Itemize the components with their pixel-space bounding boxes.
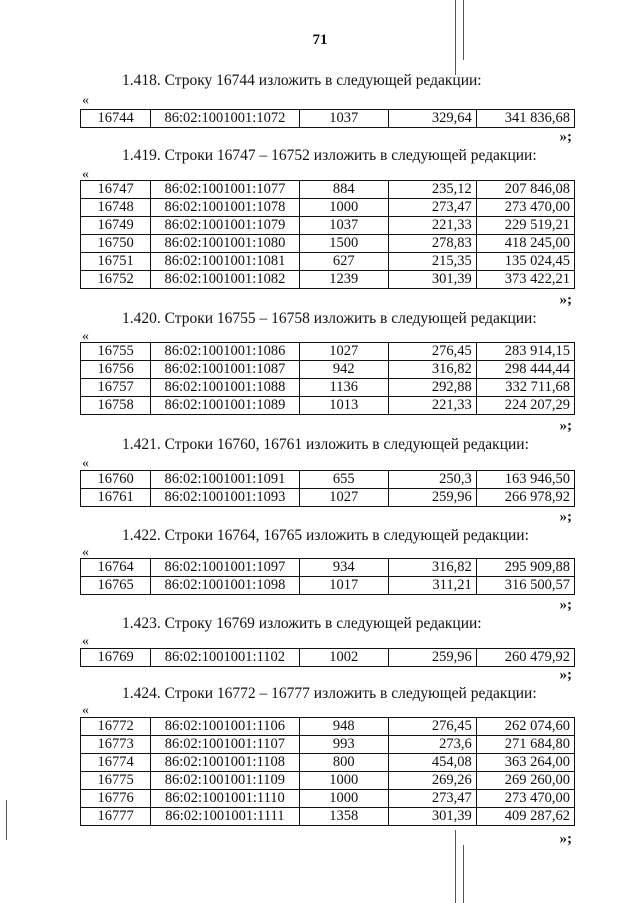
area-cell: 1000: [299, 199, 388, 217]
row-number-cell: 16774: [81, 754, 151, 772]
row-number-cell: 16760: [81, 471, 151, 489]
value-cell: 373 422,21: [476, 271, 574, 289]
area-cell: 1027: [299, 489, 388, 507]
cadastral-number-cell: 86:02:1001001:1091: [151, 471, 299, 489]
area-cell: 934: [299, 559, 388, 577]
row-number-cell: 16769: [81, 649, 151, 667]
area-cell: 1017: [299, 577, 388, 595]
row-number-cell: 16764: [81, 559, 151, 577]
open-quote: «: [82, 545, 89, 560]
cadastral-number-cell: 86:02:1001001:1078: [151, 199, 299, 217]
value-cell: 271 684,80: [476, 736, 574, 754]
rate-cell: 301,39: [388, 271, 476, 289]
section-heading: 1.422. Строки 16764, 16765 изложить в следующей редакции:: [122, 527, 529, 544]
row-number-cell: 16756: [81, 361, 151, 379]
area-cell: 948: [299, 718, 388, 736]
cadastral-number-cell: 86:02:1001001:1088: [151, 379, 299, 397]
area-cell: 627: [299, 253, 388, 271]
value-cell: 269 260,00: [476, 772, 574, 790]
row-number-cell: 16773: [81, 736, 151, 754]
rate-cell: 316,82: [388, 559, 476, 577]
cadastral-number-cell: 86:02:1001001:1072: [151, 110, 299, 128]
row-number-cell: 16749: [81, 217, 151, 235]
value-cell: 260 479,92: [476, 649, 574, 667]
open-quote: «: [82, 703, 89, 718]
close-quote: »;: [559, 129, 572, 145]
row-number-cell: 16750: [81, 235, 151, 253]
close-quote: »;: [559, 509, 572, 525]
rate-cell: 235,12: [388, 181, 476, 199]
row-number-cell: 16765: [81, 577, 151, 595]
close-quote: »;: [559, 597, 572, 613]
cadastral-number-cell: 86:02:1001001:1111: [151, 808, 299, 826]
area-cell: 655: [299, 471, 388, 489]
area-cell: 993: [299, 736, 388, 754]
rate-cell: 250,3: [388, 471, 476, 489]
row-number-cell: 16752: [81, 271, 151, 289]
value-cell: 163 946,50: [476, 471, 574, 489]
row-number-cell: 16748: [81, 199, 151, 217]
area-cell: 1013: [299, 397, 388, 415]
value-cell: 273 470,00: [476, 199, 574, 217]
value-cell: 409 287,62: [476, 808, 574, 826]
page-number: 71: [312, 32, 328, 48]
area-cell: 1000: [299, 772, 388, 790]
section-heading: 1.424. Строки 16772 – 16777 изложить в следующей редакции:: [122, 685, 537, 702]
value-cell: 298 444,44: [476, 361, 574, 379]
rate-cell: 273,47: [388, 790, 476, 808]
row-number-cell: 16775: [81, 772, 151, 790]
close-quote: »;: [559, 292, 572, 308]
area-cell: 942: [299, 361, 388, 379]
data-table: [80, 717, 575, 826]
row-number-cell: 16777: [81, 808, 151, 826]
rate-cell: 454,08: [388, 754, 476, 772]
cadastral-number-cell: 86:02:1001001:1102: [151, 649, 299, 667]
area-cell: 1037: [299, 217, 388, 235]
cadastral-number-cell: 86:02:1001001:1108: [151, 754, 299, 772]
value-cell: 266 978,92: [476, 489, 574, 507]
row-number-cell: 16747: [81, 181, 151, 199]
area-cell: 800: [299, 754, 388, 772]
row-number-cell: 16761: [81, 489, 151, 507]
section-heading: 1.418. Строку 16744 изложить в следующей редакции:: [122, 72, 482, 89]
rate-cell: 273,6: [388, 736, 476, 754]
open-quote: «: [82, 167, 89, 182]
cadastral-number-cell: 86:02:1001001:1080: [151, 235, 299, 253]
cadastral-number-cell: 86:02:1001001:1087: [151, 361, 299, 379]
close-quote: »;: [559, 667, 572, 683]
rate-cell: 215,35: [388, 253, 476, 271]
close-quote: »;: [559, 831, 572, 847]
cadastral-number-cell: 86:02:1001001:1089: [151, 397, 299, 415]
scan-artifact-line: [6, 800, 7, 840]
rate-cell: 292,88: [388, 379, 476, 397]
row-number-cell: 16772: [81, 718, 151, 736]
area-cell: 1358: [299, 808, 388, 826]
cadastral-number-cell: 86:02:1001001:1109: [151, 772, 299, 790]
rate-cell: 273,47: [388, 199, 476, 217]
rate-cell: 259,96: [388, 649, 476, 667]
rate-cell: 329,64: [388, 110, 476, 128]
section-heading: 1.423. Строку 16769 изложить в следующей редакции:: [122, 615, 482, 632]
cadastral-number-cell: 86:02:1001001:1086: [151, 343, 299, 361]
cadastral-number-cell: 86:02:1001001:1097: [151, 559, 299, 577]
value-cell: 332 711,68: [476, 379, 574, 397]
rate-cell: 221,33: [388, 217, 476, 235]
value-cell: 316 500,57: [476, 577, 574, 595]
open-quote: «: [82, 93, 89, 108]
value-cell: 207 846,08: [476, 181, 574, 199]
open-quote: «: [82, 456, 89, 471]
area-cell: 1037: [299, 110, 388, 128]
cadastral-number-cell: 86:02:1001001:1079: [151, 217, 299, 235]
table-row: [81, 754, 575, 772]
value-cell: 418 245,00: [476, 235, 574, 253]
rate-cell: 301,39: [388, 808, 476, 826]
cadastral-number-cell: 86:02:1001001:1077: [151, 181, 299, 199]
area-cell: 1002: [299, 649, 388, 667]
value-cell: 224 207,29: [476, 397, 574, 415]
row-number-cell: 16758: [81, 397, 151, 415]
cadastral-number-cell: 86:02:1001001:1081: [151, 253, 299, 271]
cadastral-number-cell: 86:02:1001001:1082: [151, 271, 299, 289]
area-cell: 1500: [299, 235, 388, 253]
amendment-section: [80, 0, 580, 903]
section-heading: 1.421. Строки 16760, 16761 изложить в следующей редакции:: [122, 436, 529, 453]
rate-cell: 278,83: [388, 235, 476, 253]
value-cell: 283 914,15: [476, 343, 574, 361]
cadastral-number-cell: 86:02:1001001:1106: [151, 718, 299, 736]
cadastral-number-cell: 86:02:1001001:1110: [151, 790, 299, 808]
table-row: [81, 790, 575, 808]
value-cell: 229 519,21: [476, 217, 574, 235]
close-quote: »;: [559, 418, 572, 434]
rate-cell: 269,26: [388, 772, 476, 790]
area-cell: 1136: [299, 379, 388, 397]
rate-cell: 316,82: [388, 361, 476, 379]
section-heading: 1.420. Строки 16755 – 16758 изложить в следующей редакции:: [122, 310, 537, 327]
value-cell: 295 909,88: [476, 559, 574, 577]
table-row: [81, 718, 575, 736]
row-number-cell: 16744: [81, 110, 151, 128]
rate-cell: 311,21: [388, 577, 476, 595]
table-row: [81, 808, 575, 826]
rate-cell: 259,96: [388, 489, 476, 507]
open-quote: «: [82, 329, 89, 344]
section-heading: 1.419. Строки 16747 – 16752 изложить в следующей редакции:: [122, 147, 537, 164]
row-number-cell: 16755: [81, 343, 151, 361]
rate-cell: 221,33: [388, 397, 476, 415]
cadastral-number-cell: 86:02:1001001:1098: [151, 577, 299, 595]
value-cell: 262 074,60: [476, 718, 574, 736]
value-cell: 363 264,00: [476, 754, 574, 772]
row-number-cell: 16751: [81, 253, 151, 271]
area-cell: 1000: [299, 790, 388, 808]
cadastral-number-cell: 86:02:1001001:1107: [151, 736, 299, 754]
open-quote: «: [82, 634, 89, 649]
row-number-cell: 16776: [81, 790, 151, 808]
row-number-cell: 16757: [81, 379, 151, 397]
area-cell: 884: [299, 181, 388, 199]
rate-cell: 276,45: [388, 718, 476, 736]
rate-cell: 276,45: [388, 343, 476, 361]
value-cell: 273 470,00: [476, 790, 574, 808]
table-row: [81, 736, 575, 754]
cadastral-number-cell: 86:02:1001001:1093: [151, 489, 299, 507]
area-cell: 1239: [299, 271, 388, 289]
table-row: [81, 772, 575, 790]
area-cell: 1027: [299, 343, 388, 361]
value-cell: 341 836,68: [476, 110, 574, 128]
value-cell: 135 024,45: [476, 253, 574, 271]
